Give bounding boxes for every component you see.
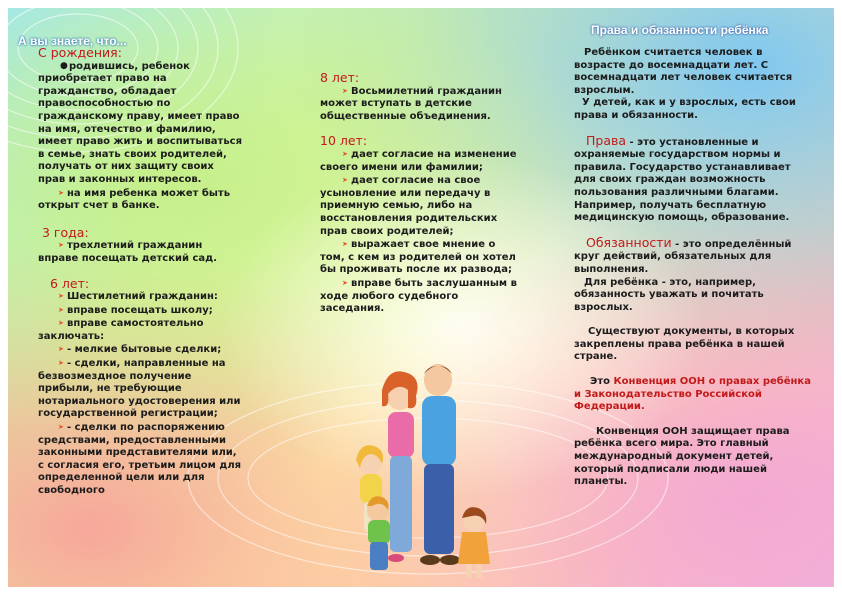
list-item-text: - сделки по распоряжению средствами, предоставленными законными представителями или, с согласия его, третьим лицом для определенной цели или для свободного bbox=[38, 422, 242, 496]
age8-heading: 8 лет: bbox=[320, 70, 360, 85]
bullet-icon: ➤ bbox=[58, 241, 64, 250]
age10-heading: 10 лет: bbox=[320, 133, 368, 149]
bullet-icon: ➤ bbox=[342, 86, 348, 95]
duties-paragraph bbox=[574, 234, 812, 277]
list-item bbox=[38, 304, 243, 318]
documents-paragraph: Существуют документы, в которых закреплены права ребёнка в нашей стране. bbox=[574, 326, 795, 363]
list-item bbox=[38, 343, 243, 357]
rights-text: - это установленные и охраняемые государством нормы и правила. Государство устанавливает для своих граждан возможность пользования различными благами. Например, получать бесплатную медицинскую помощь, образование. bbox=[574, 136, 791, 224]
list-item bbox=[38, 421, 243, 498]
intro-paragraph-2: У детей, как и у взрослых, есть свои права и обязанности. bbox=[574, 97, 796, 121]
header-left-title: А вы знаете, что... bbox=[18, 34, 127, 48]
list-item-text: трехлетний гражданин вправе посещать детский сад. bbox=[38, 240, 218, 264]
bullet-icon: ➤ bbox=[58, 359, 64, 368]
column-middle bbox=[320, 72, 520, 316]
rights-word: Права bbox=[586, 132, 627, 148]
conventions-paragraph bbox=[574, 376, 812, 414]
list-item bbox=[38, 187, 243, 213]
list-item bbox=[320, 277, 520, 316]
column-right bbox=[574, 47, 812, 489]
list-item-text: выражает свое мнение о том, с кем из родителей он хотел бы проживать после их развода; bbox=[320, 239, 516, 276]
bullet-icon: ➤ bbox=[58, 305, 64, 314]
conventions-text: Конвенция ООН о правах ребёнка и Законодательство Российской Федерации. bbox=[574, 376, 811, 413]
bullet-icon: ➤ bbox=[342, 278, 348, 287]
list-item bbox=[38, 239, 243, 265]
list-item-text: на имя ребенка может быть открыт счет в банке. bbox=[38, 187, 231, 212]
list-item-text: дает согласие на свое усыновление или передачу в приемную семью, либо на восстановления родительских прав своих родителей; bbox=[320, 175, 498, 237]
list-item bbox=[38, 60, 243, 187]
list-item-text: - сделки, направленные на безвозмездное получение прибыли, не требующие нотариального удостоверения или государственной регистрации; bbox=[38, 358, 241, 420]
list-item bbox=[320, 174, 520, 238]
family-illustration bbox=[338, 360, 498, 586]
un-paragraph: Конвенция ООН защищает права ребёнка всего мира. Это главный международный документ детей, который подписали люди нашей планеты. bbox=[574, 425, 790, 488]
bullet-icon: ➤ bbox=[58, 423, 64, 432]
bullet-icon: ➤ bbox=[342, 176, 348, 185]
brochure-sheet bbox=[8, 8, 834, 587]
list-item bbox=[320, 85, 520, 124]
list-item bbox=[38, 317, 243, 343]
list-item-text: Восьмилетний гражданин может вступать в детские общественные объединения. bbox=[320, 85, 502, 122]
bullet-icon: ➤ bbox=[58, 319, 64, 328]
list-item-text: - мелкие бытовые сделки; bbox=[67, 344, 222, 356]
list-item-text: вправе посещать школу; bbox=[67, 304, 213, 316]
rights-paragraph bbox=[574, 132, 812, 225]
bullet-icon: ➤ bbox=[342, 149, 348, 158]
list-item-text: родившись, ребенок приобретает право на гражданство, обладает правоспособностью по гражданскому праву, имеет право на имя, отечество и фамилию, имеет право жить и воспитываться в семье, знать своих родителей, получать от них защиту своих прав и законных интересов. bbox=[38, 60, 242, 185]
list-item-text: Шестилетний гражданин: bbox=[67, 291, 218, 303]
bullet-icon: ➤ bbox=[58, 188, 64, 197]
header-right-title: Права и обязанности ребёнка bbox=[591, 23, 769, 37]
bullet-icon: ➤ bbox=[342, 240, 348, 249]
duties-text: - это определённый круг действий, обязательных для выполнения. bbox=[574, 238, 792, 275]
duties-word: Обязанности bbox=[586, 234, 672, 250]
father-figure bbox=[424, 364, 452, 396]
column-left bbox=[38, 47, 243, 498]
intro-paragraph: Ребёнком считается человек в возрасте до восемнадцати лет. С восемнадцати лет человек считается взрослым. bbox=[574, 47, 793, 96]
duties-paragraph-2: Для ребёнка - это, например, обязанность уважать и почитать взрослых. bbox=[574, 276, 764, 313]
age3-heading: 3 года: bbox=[42, 224, 89, 240]
age6-heading: 6 лет: bbox=[50, 275, 90, 291]
list-item-text: вправе самостоятельно заключать: bbox=[38, 318, 204, 342]
list-item-text: вправе быть заслушанным в ходе любого судебного заседания. bbox=[320, 277, 517, 315]
bullet-icon: ● bbox=[60, 60, 68, 71]
list-item-text: дает согласие на изменение своего имени или фамилии; bbox=[320, 148, 517, 173]
list-item bbox=[320, 238, 520, 277]
birth-heading: С рождения: bbox=[38, 45, 122, 60]
list-item bbox=[320, 148, 520, 174]
bullet-icon: ➤ bbox=[58, 292, 64, 301]
list-item bbox=[38, 290, 243, 304]
this-word: Это bbox=[590, 376, 614, 388]
list-item bbox=[38, 357, 243, 421]
bullet-icon: ➤ bbox=[58, 345, 64, 354]
